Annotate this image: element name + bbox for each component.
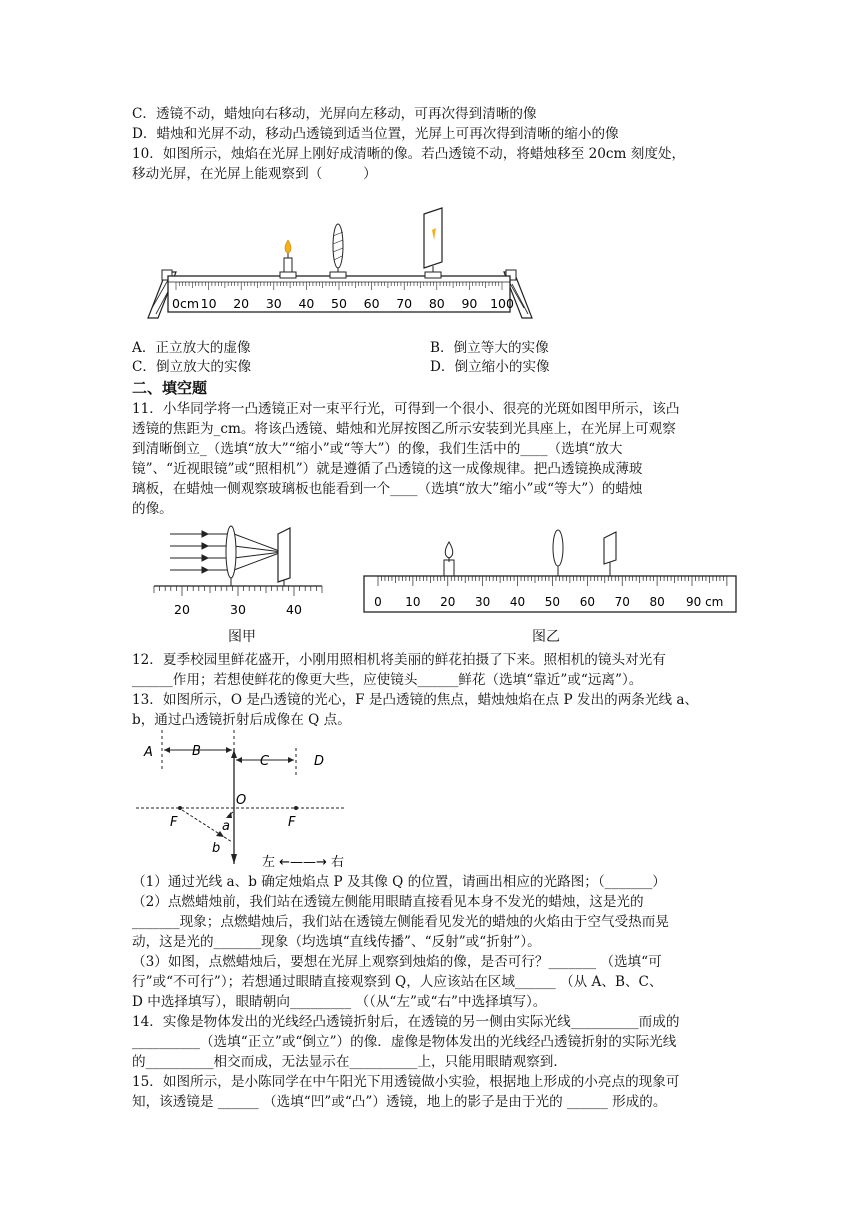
figure-jia-caption: 图甲 xyxy=(228,629,256,645)
bench1-label: 0cm xyxy=(172,296,200,311)
figure-yi-caption: 图乙 xyxy=(532,629,560,645)
q10-option-b: B．倒立等大的实像 xyxy=(430,340,549,356)
yi-label: 50 xyxy=(544,595,561,609)
q11-line5: 璃板，在蜡烛一侧观察玻璃板也能看到一个____（选填“放大”缩小”或“等大”）的蜡烛 xyxy=(132,481,643,497)
yi-label: 60 xyxy=(579,595,595,609)
yi-label: 40 xyxy=(509,595,526,609)
bench1-label: 30 xyxy=(265,296,282,311)
q10-option-a: A．正立放大的虚像 xyxy=(132,340,251,356)
light-screen xyxy=(424,208,442,278)
q13-sub3-line1: （3）如图，点燃蜡烛后，要想在光屏上观察到烛焰的像，是否可行？_______ （选填“可 xyxy=(132,954,662,970)
yi-label: 90 cm xyxy=(686,595,724,609)
candle xyxy=(444,542,454,576)
q14-line1: 14．实像是物体发出的光线经凸透镜折射后，在透镜的另一侧由实际光线__________而成的 xyxy=(132,1014,680,1030)
bench1-label: 60 xyxy=(363,296,380,311)
yi-label: 20 xyxy=(440,595,456,609)
yi-label: 30 xyxy=(475,595,491,609)
q10-stem-line2: 移动光屏，在光屏上能观察到（ ） xyxy=(132,166,377,182)
q13-sub2-line2: _______现象；点燃蜡烛后，我们站在透镜左侧能看见发光的蜡烛的火焰由于空气受热而晃 xyxy=(132,914,669,930)
yi-label: 0 xyxy=(374,595,382,609)
q13-line2: b，通过凸透镜折射后成像在 Q 点。 xyxy=(132,712,351,728)
q13-sub3-line2: 行”或“不可行”）；若想通过眼睛直接观察到 Q，人应该站在区域______ （从 A、B、C、 xyxy=(132,974,663,990)
region-label-d: D xyxy=(314,754,325,769)
yi-label: 80 xyxy=(649,595,665,609)
q14-line2: __________（选填“正立”或“倒立”）的像．虚像是物体发出的光线经凸透镜折射的实际光线 xyxy=(132,1034,677,1050)
jia-label: 30 xyxy=(230,602,246,617)
yi-label: 10 xyxy=(405,595,421,609)
bench1-label: 50 xyxy=(331,296,347,311)
q15-line2: 知，该透镜是 ______ （选填“凹”或“凸”）透镜，地上的影子是由于光的 ______ 形成的。 xyxy=(132,1094,667,1110)
yi-label: 70 xyxy=(614,595,630,609)
figure-yi xyxy=(360,524,740,620)
q13-sub3-line3: D 中选择填写），眼睛朝向_________ （（从“左”或“右”中选择填写）。 xyxy=(132,994,547,1010)
q10-stem-line1: 10．如图所示，烛焰在光屏上刚好成清晰的像。若凸透镜不动，将蜡烛移至 20cm 刻度处， xyxy=(132,146,686,162)
section-title-fill-in: 二、填空题 xyxy=(132,379,208,397)
convex-lens xyxy=(553,530,563,576)
q13-lens-diagram xyxy=(136,730,376,870)
q11-line1: 11．小华同学将一凸透镜正对一束平行光，可得到一个很小、很亮的光斑如图甲所示，该凸 xyxy=(132,401,680,417)
region-label-b: B xyxy=(192,744,201,759)
bench1-label: 10 xyxy=(200,296,217,311)
jia-label: 20 xyxy=(174,602,190,617)
jia-label: 40 xyxy=(286,602,302,617)
q11-line2: 透镜的焦距为_cm。将该凸透镜、蜡烛和光屏按图乙所示安装到光具座上，在光屏上可观察 xyxy=(132,421,676,437)
q13-line1: 13．如图所示，O 是凸透镜的光心，F 是凸透镜的焦点，蜡烛烛焰在点 P 发出的两条光线 a、 xyxy=(132,692,699,708)
q11-line6: 的像。 xyxy=(132,501,173,517)
q11-line3: 到清晰倒立_（选填“放大”“缩小”或“等大”）的像，我们生活中的____（选填“放大 xyxy=(132,441,623,457)
q10-option-c: C．倒立放大的实像 xyxy=(132,359,252,375)
light-screen xyxy=(604,532,616,576)
bench1-label: 80 xyxy=(428,296,445,311)
bench1-label: 90 xyxy=(461,296,478,311)
q10-optical-bench-figure xyxy=(140,200,540,330)
bench1-label: 20 xyxy=(233,296,250,311)
bench1-label: 100 xyxy=(490,296,514,311)
q12-line1: 12．夏季校园里鲜花盛开，小刚用照相机将美丽的鲜花拍摄了下来。照相机的镜头对光有 xyxy=(132,652,666,668)
q14-line3: 的__________相交而成，无法显示在__________上，只能用眼睛观察到． xyxy=(132,1054,567,1070)
candle xyxy=(280,240,296,278)
figure-jia xyxy=(150,520,330,620)
q13-sub2-line3: 动，这是光的_______现象（均选填“直线传播”、“反射”或“折射”）。 xyxy=(132,934,541,950)
bench1-label: 70 xyxy=(396,296,413,311)
q13-sub1: （1）通过光线 a、b 确定烛焰点 P 及其像 Q 的位置，请画出相应的光路图；（_______） xyxy=(132,874,666,890)
focus-right-label: F xyxy=(288,815,296,830)
focus-left-label: F xyxy=(170,815,178,830)
region-label-a: A xyxy=(144,745,153,760)
ray-b-label: b xyxy=(212,841,221,856)
optical-center-label: O xyxy=(236,793,247,808)
q12-line2: ______作用；若想使鲜花的像更大些，应使镜头______鲜花（选填“靠近”或“远离”）。 xyxy=(132,672,643,688)
bench1-label: 40 xyxy=(298,296,315,311)
q11-line4: 镜”、“近视眼镜”或“照相机”）就是遵循了凸透镜的这一成像规律。把凸透镜换成薄玻 xyxy=(132,461,643,477)
q15-line1: 15．如图所示，是小陈同学在中午阳光下用透镜做小实验，根据地上形成的小亮点的现象可 xyxy=(132,1074,680,1090)
q10-option-d: D．倒立缩小的实像 xyxy=(430,359,550,375)
region-label-c: C xyxy=(260,754,270,769)
ray-a-label: a xyxy=(222,819,230,834)
convex-lens xyxy=(330,224,346,278)
q13-sub2-line1: （2）点燃蜡烛前，我们站在透镜左侧能用眼睛直接看见本身不发光的蜡烛，这是光的 xyxy=(132,894,644,910)
direction-indicator: 左 ←——→ 右 xyxy=(262,855,345,870)
q9-option-c: C．透镜不动，蜡烛向右移动，光屏向左移动，可再次得到清晰的像 xyxy=(132,106,537,122)
q9-option-d: D．蜡烛和光屏不动，移动凸透镜到适当位置，光屏上可再次得到清晰的缩小的像 xyxy=(132,126,619,142)
